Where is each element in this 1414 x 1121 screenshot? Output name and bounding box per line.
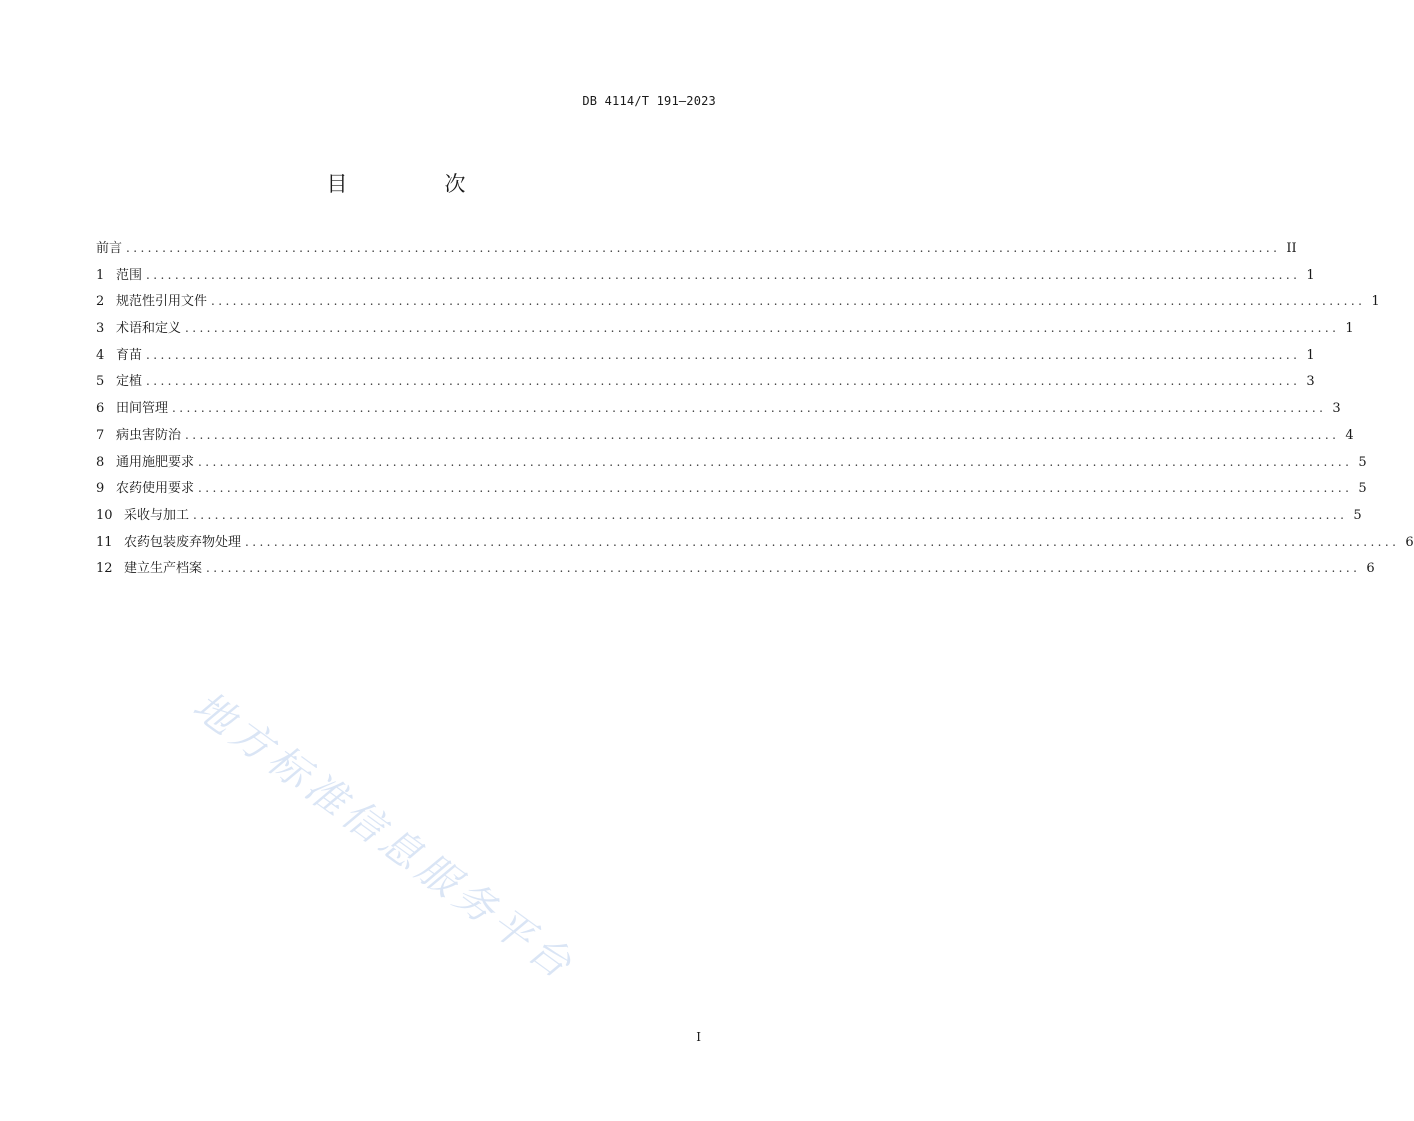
page-title: 目 次 [326, 172, 504, 196]
toc-label: 采收与加工 [124, 507, 190, 523]
toc-entry-5[interactable] [96, 370, 1315, 397]
toc-number: 9 [96, 481, 105, 497]
toc-page: 5 [1358, 481, 1367, 497]
toc-entry-2[interactable] [96, 290, 1380, 317]
toc-page: 3 [1306, 374, 1315, 390]
toc-page: 1 [1306, 267, 1315, 283]
toc-number: 1 [96, 267, 105, 283]
dot-leader: ................................................................................................................................................................ [193, 507, 1348, 522]
dot-leader: ................................................................................................................................................................ [185, 427, 1340, 442]
dot-leader: ................................................................................................................................................................ [245, 534, 1400, 549]
toc-page: 4 [1345, 427, 1354, 443]
toc-page: 1 [1371, 294, 1380, 310]
dot-leader: ................................................................................................................................................................ [146, 347, 1301, 362]
toc-entry-10[interactable] [96, 504, 1362, 531]
dot-leader: ................................................................................................................................................................ [172, 401, 1327, 416]
toc-entry-12[interactable] [96, 557, 1375, 584]
toc-number: 3 [96, 321, 105, 337]
dot-leader: ................................................................................................................................................................ [206, 561, 1361, 576]
toc-number: 2 [96, 294, 105, 310]
toc-page: 5 [1358, 454, 1367, 470]
toc-page: 6 [1405, 534, 1414, 550]
toc-entry-11[interactable] [96, 531, 1414, 558]
toc-label: 范围 [116, 267, 143, 283]
toc-number: 7 [96, 427, 105, 443]
toc-page: 6 [1366, 561, 1375, 577]
toc-label: 育苗 [116, 347, 143, 363]
toc-entry-9[interactable] [96, 477, 1367, 504]
toc-entry-4[interactable] [96, 344, 1315, 371]
toc-label: 农药使用要求 [116, 481, 195, 497]
toc-label: 定植 [116, 374, 143, 390]
toc-entry-3[interactable] [96, 317, 1354, 344]
page-number: I [696, 1030, 701, 1044]
toc-number: 10 [96, 507, 113, 523]
toc-label: 病虫害防治 [116, 427, 182, 443]
toc-page: 5 [1353, 507, 1362, 523]
document-code: DB 4114/T 191—2023 [582, 94, 716, 108]
toc-number: 4 [96, 347, 105, 363]
dot-leader: ................................................................................................................................................................ [211, 294, 1366, 309]
dot-leader: ................................................................................................................................................................ [185, 321, 1340, 336]
dot-leader: ................................................................................................................................................................ [198, 481, 1353, 496]
toc-entry-1[interactable] [96, 264, 1315, 291]
toc-page: 1 [1345, 321, 1354, 337]
toc-entry-6[interactable] [96, 397, 1341, 424]
toc-label: 规范性引用文件 [116, 294, 208, 310]
table-of-contents [96, 237, 1414, 584]
toc-label: 术语和定义 [116, 321, 182, 337]
toc-number: 11 [96, 534, 113, 550]
toc-page: II [1286, 241, 1297, 256]
toc-number: 5 [96, 374, 105, 390]
toc-label: 通用施肥要求 [116, 454, 195, 470]
dot-leader: ................................................................................................................................................................ [146, 267, 1301, 282]
toc-page: 3 [1332, 401, 1341, 417]
toc-label: 农药包装废弃物处理 [124, 534, 242, 550]
toc-label: 前言 [96, 241, 123, 256]
toc-number: 12 [96, 561, 113, 577]
toc-number: 6 [96, 401, 105, 417]
toc-number: 8 [96, 454, 105, 470]
dot-leader: ................................................................................................................................................................ [198, 454, 1353, 469]
toc-entry-7[interactable] [96, 424, 1354, 451]
toc-entry-foreword[interactable] [96, 237, 1297, 264]
toc-page: 1 [1306, 347, 1315, 363]
toc-label: 建立生产档案 [124, 561, 203, 577]
dot-leader: ................................................................................................................................................................ [126, 241, 1281, 255]
dot-leader: ................................................................................................................................................................ [146, 374, 1301, 389]
toc-entry-8[interactable] [96, 451, 1367, 478]
toc-label: 田间管理 [116, 401, 169, 417]
watermark-text: 地方标准信息服务平台 [184, 682, 584, 991]
